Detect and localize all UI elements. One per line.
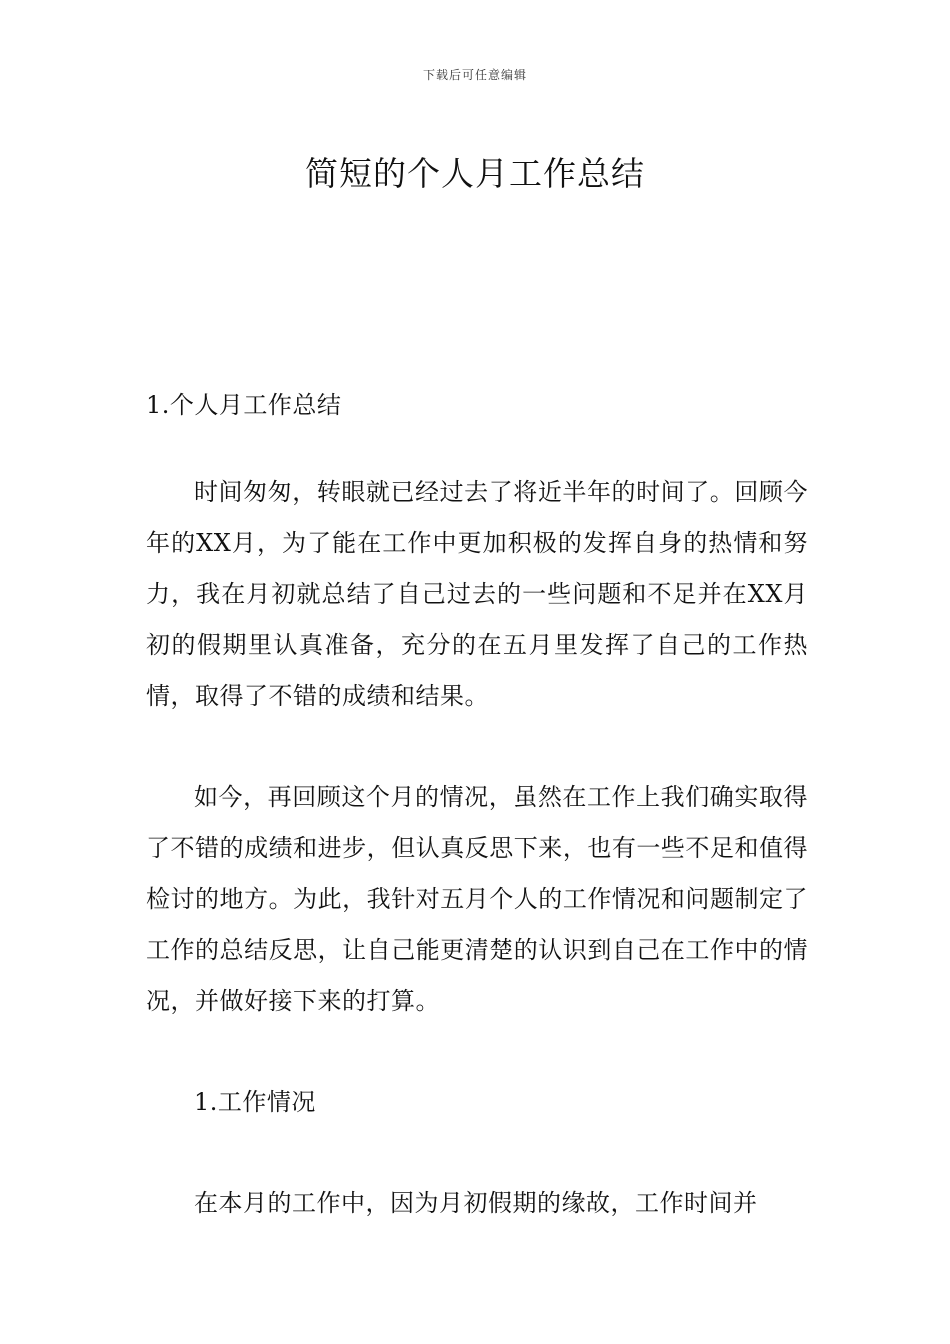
paragraph-1: 时间匆匆，转眼就已经过去了将近半年的时间了。回顾今年的XX月，为了能在工作中更加积极的发挥自身的热情和努力，我在月初就总结了自己过去的一些问题和不足并在XX月初的假期里认真准备，充分的在五月里发挥了自己的工作热情，取得了不错的成绩和结果。 xyxy=(146,478,808,710)
sub-heading: 1.工作情况 xyxy=(194,1088,316,1116)
document-title: 简短的个人月工作总结 xyxy=(305,154,645,194)
header-note: 下载后可任意编辑 xyxy=(422,68,527,82)
paragraph-3: 在本月的工作中，因为月初假期的缘故，工作时间并 xyxy=(194,1189,758,1217)
document-body xyxy=(146,380,808,1229)
paragraph-2: 如今，再回顾这个月的情况，虽然在工作上我们确实取得了不错的成绩和进步，但认真反思下来，也有一些不足和值得检讨的地方。为此，我针对五月个人的工作情况和问题制定了工作的总结反思，让自己能更清楚的认识到自己在工作中的情况，并做好接下来的打算。 xyxy=(146,783,808,1015)
spacer xyxy=(146,1128,808,1178)
section-heading: 1.个人月工作总结 xyxy=(146,391,342,419)
spacer xyxy=(146,431,808,467)
spacer xyxy=(146,722,808,772)
spacer xyxy=(146,1027,808,1077)
